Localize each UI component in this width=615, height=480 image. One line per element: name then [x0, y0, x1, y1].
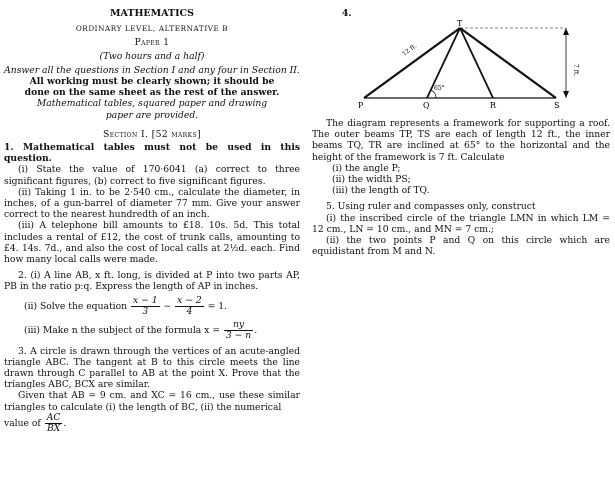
label-height: 7 ft. [572, 64, 579, 77]
instruction-tables: Mathematical tables, squared paper and drawing paper are provided. [36, 98, 268, 121]
q2-ii-rhs: = 1. [207, 300, 227, 312]
label-t: T [457, 19, 463, 28]
instruction-working: All working must be clearly shown; it should be done on the same sheet as the rest of the answer. [24, 76, 280, 99]
paper-number: Paper 1 [134, 38, 170, 49]
q4-item-2: (ii) the width PS; [332, 174, 411, 186]
label-side-12ft: 12 ft. [401, 42, 419, 58]
q1-part-iii: (iii) A telephone bill amounts to £18. 10s. 5d. This total includes a rental of £12, the cost of trunk calls, amounting to £4. 14s. 7d., and also the cost of local calls at 2½d. each. Find how many local calls were made. [4, 220, 300, 266]
beam-tr [460, 28, 493, 98]
q2-iii-prefix: (iii) Make n the subject of the formula x = [24, 324, 220, 336]
time-allowed: (Two hours and a half) [99, 50, 205, 62]
left-column [4, 0, 300, 434]
exam-title: MATHEMATICS [110, 8, 194, 19]
height-arrow-bottom [563, 91, 569, 98]
q4-item-3: (iii) the length of TQ. [332, 185, 430, 197]
q4-item-1: (i) the angle P; [332, 162, 401, 174]
q5-part-ii: (ii) the two points P and Q on this circle which are equidistant from M and N. [312, 235, 610, 258]
q2-iii-end: . [254, 324, 258, 336]
q2-ii-minus: − [163, 300, 172, 312]
q2-iii-fraction: $\frac{ny}{3 - n}$ [225, 318, 252, 341]
roof-framework-diagram [312, 18, 610, 118]
q2-part-ii [4, 296, 300, 317]
q3-text: 3. A circle is drawn through the vertices of an acute-angled triangle ABC. The tangent at B to this circle meets the line drawn through C parallel to AB at the point X. Prove that the triangles ABC, BCX are similar. [4, 345, 300, 391]
q5-heading: 5. Using ruler and compasses only, construct [326, 201, 536, 213]
label-s: S [554, 101, 560, 110]
right-text-block [312, 118, 610, 257]
q2-part-i: 2. (i) A line AB, x ft. long, is divided at P into two parts AP, PB in the ratio p:q. Express the length of AP in inches. [4, 270, 300, 293]
beam-tp [364, 28, 460, 98]
label-r: R [490, 101, 497, 110]
q1-part-ii: (ii) Taking 1 in. to be 2·540 cm., calculate the diameter, in inches, of a gun-barrel of diameter 77 mm. Give your answer correct to the nearest hundredth of an inch. [4, 186, 300, 221]
q4-text: The diagram represents a framework for supporting a roof. The outer beams TP, TS are each of length 12 ft., the inner beams TQ, TR are inclined at 65° to the horizontal and the height of the framework is 7 ft. Calculate [312, 118, 610, 163]
q1-part-i: (i) State the value of 170·6041 (a) correct to three significant figures, (b) correct to five significant figures. [4, 164, 300, 187]
q3-value-prefix: value of [4, 417, 41, 429]
q2-part-iii [4, 320, 300, 341]
label-q: Q [423, 101, 430, 110]
q1-heading: 1. Mathematical tables must not be used in this question. [4, 142, 300, 165]
q3-value-end: . [63, 417, 67, 429]
instruction-answer: Answer all the questions in Section I and any four in Section II. [4, 64, 300, 76]
label-p: P [358, 101, 364, 110]
q2-ii-prefix: (ii) Solve the equation [24, 300, 128, 312]
height-arrow-top [563, 28, 569, 35]
q3-given: Given that AB = 9 cm. and XC = 16 cm., use these similar triangles to calculate (i) the length of BC, (ii) the numerical [4, 390, 300, 413]
q2-ii-fraction-2: $\frac{x - 2}{4}$ [177, 294, 202, 317]
q2-ii-fraction-1: $\frac{x - 1}{3}$ [132, 294, 158, 317]
section-heading: Section I. [52 marks] [103, 128, 201, 140]
exam-subtitle: ORDINARY LEVEL, ALTERNATIVE B [75, 24, 229, 34]
q3-value [4, 413, 300, 434]
q5-part-i: (i) the inscribed circle of the triangle LMN in which LM = 12 cm., LN = 10 cm., and MN = 7 cm.; [312, 212, 610, 235]
q3-value-fraction: $\frac{AC}{BX}$ [46, 411, 61, 434]
label-angle: 65° [434, 85, 445, 92]
q4-number: 4. [342, 8, 352, 19]
beam-ts [460, 28, 556, 98]
